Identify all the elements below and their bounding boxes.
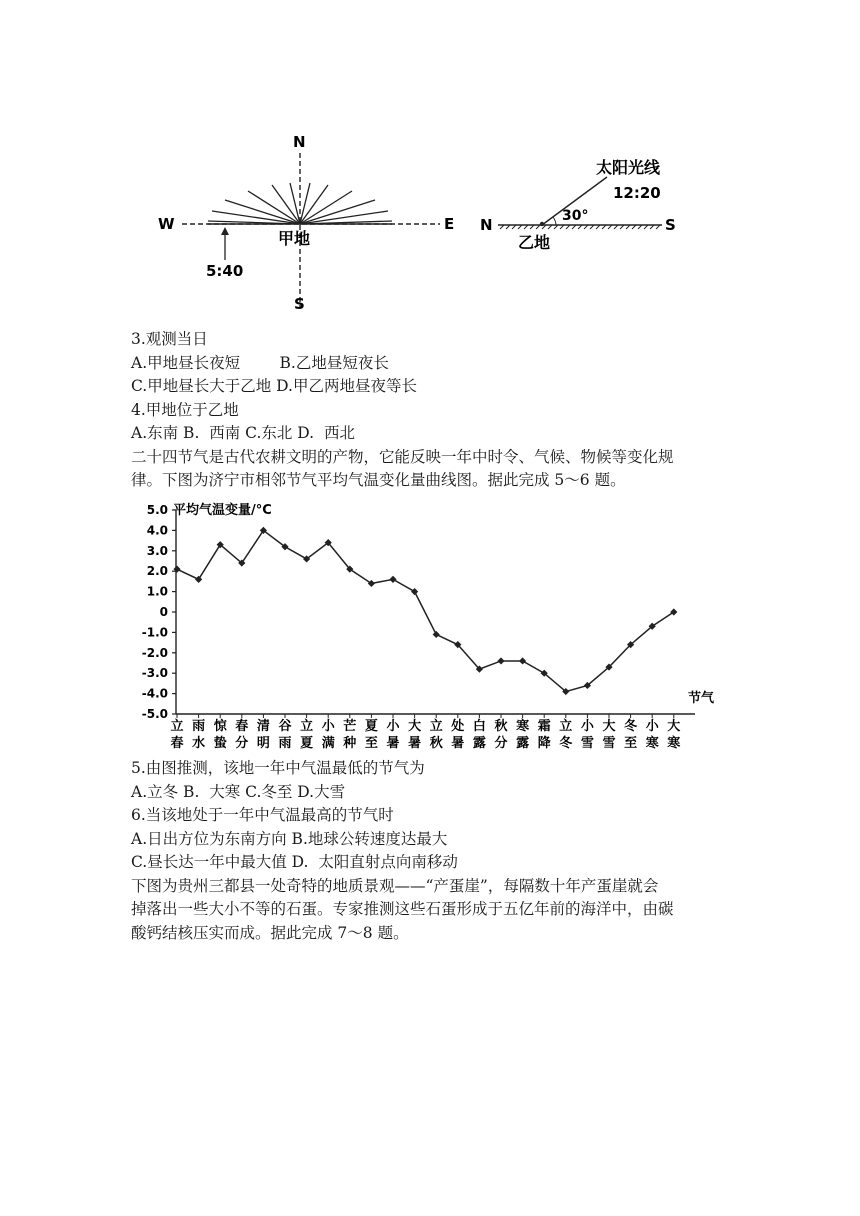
- text-line: 5.由图推测，该地一年中气温最低的节气为: [131, 759, 425, 777]
- question-text-block-1: [131, 328, 751, 493]
- x-category-label: 暑: [408, 736, 422, 751]
- text-line: C.昼长达一年中最大值 D. 太阳直射点向南移动: [131, 853, 458, 871]
- x-category-label: 小: [321, 719, 335, 734]
- x-category-label: 露: [516, 736, 530, 751]
- x-category-label: 小: [386, 719, 400, 734]
- x-category-label: 立: [429, 719, 443, 734]
- x-category-label: 霜: [537, 719, 551, 734]
- x-category-label: 夏: [300, 736, 314, 751]
- x-category-label: 春: [170, 736, 184, 751]
- x-category-label: 露: [472, 736, 486, 751]
- y-tick-label: -2.0: [141, 645, 168, 660]
- text-line: 4.甲地位于乙地: [131, 400, 239, 419]
- x-category-label: 暑: [386, 736, 400, 751]
- text-line: 掉落出一些大小不等的石蛋。专家推测这些石蛋形成于五亿年前的海洋中，由碳: [131, 900, 674, 918]
- yi-sun-ray-diagram: [472, 148, 692, 258]
- y-tick-label: -5.0: [141, 707, 168, 721]
- x-category-label: 雨: [192, 719, 206, 734]
- data-point: [389, 576, 396, 583]
- x-category-label: 小: [580, 719, 594, 734]
- text-line: 6.当该地处于一年中气温最高的节气时: [131, 806, 394, 824]
- x-category-label: 惊: [213, 719, 227, 734]
- x-category-label: 冬: [624, 719, 638, 734]
- text-line: 下图为贵州三都县一处奇特的地质景观——“产蛋崖”，每隔数十年产蛋崖就会: [131, 876, 659, 895]
- y-tick-label: 1.0: [146, 584, 168, 599]
- text-line: 二十四节气是古代农耕文明的产物，它能反映一年中时令、气候、物候等变化规: [131, 447, 674, 466]
- west-label: W: [158, 215, 175, 233]
- sun-rays-label: 太阳光线: [596, 158, 661, 177]
- yi-time-label: 12:20: [613, 184, 661, 202]
- y-tick-label: 4.0: [146, 523, 168, 538]
- x-category-label: 分: [494, 736, 508, 751]
- text-line: A.甲地昼长夜短 B.乙地昼短夜长: [131, 353, 389, 372]
- time-label: 5:40: [206, 262, 244, 280]
- text-line: 律。下图为济宁市相邻节气平均气温变化量曲线图。据此完成 5～6 题。: [131, 471, 626, 489]
- x-category-label: 大: [602, 719, 616, 734]
- x-category-label: 蛰: [213, 736, 227, 751]
- x-category-label: 寒: [645, 736, 659, 751]
- yi-south-label: S: [665, 216, 676, 234]
- text-line: 3.观测当日: [131, 330, 208, 348]
- x-category-label: 夏: [364, 719, 378, 734]
- data-point: [519, 657, 526, 664]
- x-category-label: 处: [451, 719, 465, 734]
- x-category-label: 白: [472, 719, 486, 734]
- x-category-label: 立: [559, 719, 573, 734]
- y-tick-label: 5.0: [146, 503, 168, 517]
- y-tick-label: -4.0: [141, 686, 168, 701]
- text-line: A.日出方位为东南方向 B.地球公转速度达最大: [131, 829, 448, 848]
- x-category-label: 谷: [278, 719, 292, 734]
- y-tick-label: -1.0: [141, 625, 168, 640]
- yi-point: [540, 222, 544, 226]
- x-category-label: 小: [645, 719, 659, 734]
- yi-place-label: 乙地: [518, 233, 551, 252]
- chart-ylabel: 平均气温变量/°C: [173, 503, 272, 518]
- x-category-label: 寒: [516, 719, 530, 734]
- y-tick-label: 3.0: [146, 543, 168, 558]
- data-point: [433, 631, 440, 638]
- x-category-label: 大: [667, 719, 681, 734]
- yi-north-label: N: [480, 216, 493, 234]
- x-category-label: 雨: [278, 736, 292, 751]
- x-category-label: 立: [170, 719, 184, 734]
- x-category-label: 暑: [451, 736, 465, 751]
- x-category-label: 分: [235, 736, 249, 751]
- x-category-label: 寒: [667, 736, 681, 751]
- text-line: 酸钙结核压实而成。据此完成 7～8 题。: [131, 923, 409, 942]
- question-text-block-2: [131, 757, 751, 945]
- south-label: S: [294, 295, 305, 313]
- jia-sun-shadow-diagram: [150, 125, 470, 320]
- x-category-label: 满: [321, 736, 335, 751]
- jia-place-label: 甲地: [278, 229, 311, 248]
- x-category-label: 种: [343, 736, 357, 751]
- data-point: [497, 657, 504, 664]
- y-tick-label: 0: [159, 605, 168, 619]
- chart-xlabel: 节气: [688, 691, 715, 706]
- text-line: A.立冬 B. 大寒 C.冬至 D.大雪: [131, 782, 346, 801]
- x-category-label: 立: [300, 719, 314, 734]
- x-category-label: 春: [235, 719, 249, 734]
- north-label: N: [293, 133, 306, 151]
- data-point: [195, 576, 202, 583]
- text-line: C.甲地昼长大于乙地 D.甲乙两地昼夜等长: [131, 377, 417, 395]
- x-category-label: 至: [364, 736, 378, 751]
- x-category-label: 雪: [602, 736, 616, 751]
- text-line: A.东南 B. 西南 C.东北 D. 西北: [131, 424, 355, 442]
- x-category-label: 至: [624, 736, 638, 751]
- east-label: E: [444, 215, 455, 233]
- x-category-label: 雪: [580, 736, 594, 751]
- data-point: [411, 588, 418, 595]
- y-tick-label: -3.0: [141, 666, 168, 681]
- temperature-change-line-chart: [135, 496, 715, 751]
- x-category-label: 水: [192, 736, 206, 751]
- y-tick-label: 2.0: [146, 564, 168, 579]
- angle-arc: [553, 217, 556, 225]
- x-category-label: 秋: [429, 736, 443, 751]
- x-category-label: 降: [537, 736, 551, 751]
- x-category-label: 大: [408, 719, 422, 734]
- x-category-label: 芒: [343, 719, 357, 734]
- x-category-label: 清: [256, 719, 270, 734]
- angle-label: 30°: [562, 208, 589, 224]
- x-category-label: 明: [256, 736, 270, 751]
- x-category-label: 冬: [559, 736, 573, 751]
- series-line: [177, 530, 674, 691]
- x-category-label: 秋: [494, 719, 508, 734]
